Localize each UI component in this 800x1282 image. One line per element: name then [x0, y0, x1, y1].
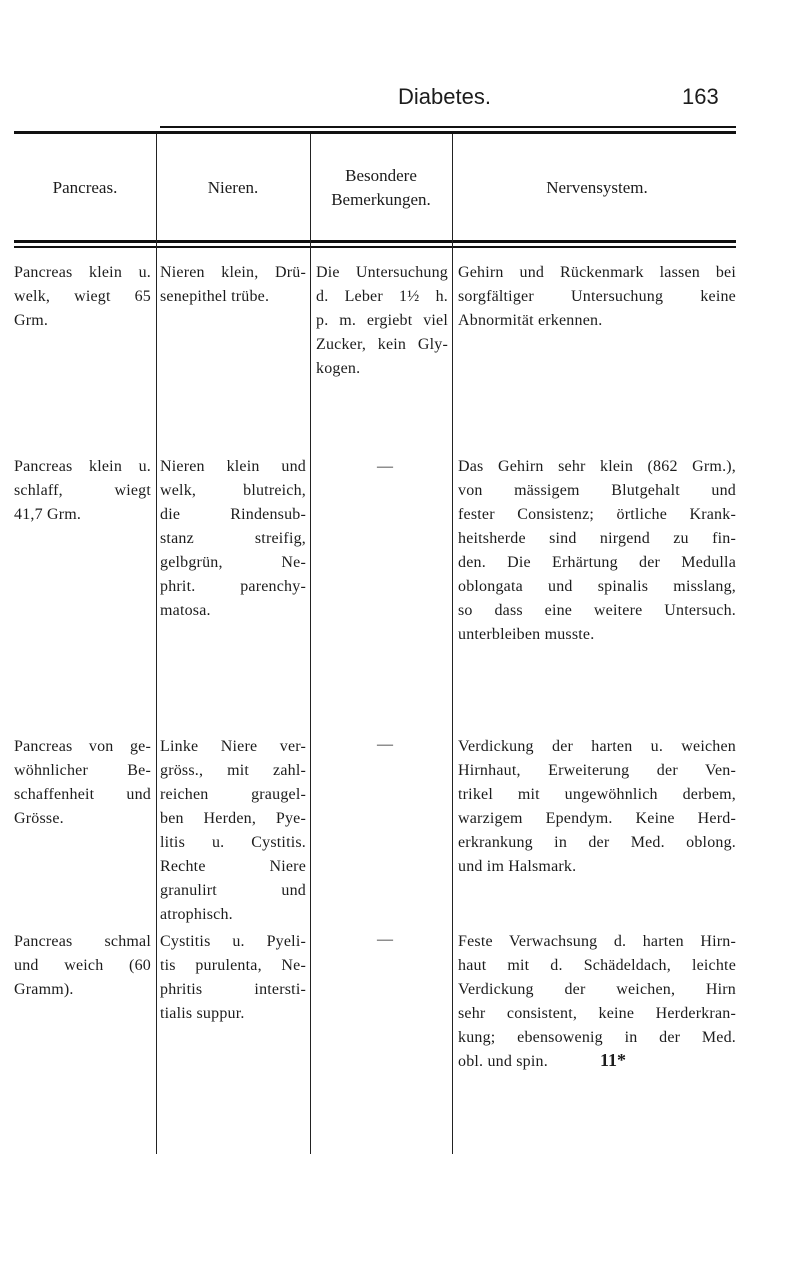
text-line: Nieren klein, Drü-	[160, 264, 306, 281]
signature-mark: 11*	[600, 1050, 627, 1070]
text-line: fester Consistenz; örtliche Krank-	[458, 506, 736, 523]
text-line: stanz streifig,	[160, 530, 306, 547]
text-line: Das Gehirn sehr klein (862 Grm.),	[458, 458, 736, 475]
text-line: sorgfältiger Untersuchung keine	[458, 288, 736, 305]
text-line: 41,7 Grm.	[14, 506, 82, 523]
text-line: reichen graugel-	[160, 786, 306, 803]
row4-bemerkungen-dash: —	[377, 931, 393, 948]
page-number: 163	[682, 84, 719, 109]
row2-pancreas	[14, 455, 151, 527]
text-line: und im Halsmark.	[458, 858, 577, 875]
header-rule-thick	[14, 240, 736, 243]
text-line: Pancreas klein u.	[14, 264, 151, 281]
text-line: haut mit d. Schädeldach, leichte	[458, 957, 736, 974]
text-line: Zucker, kein Gly-	[316, 336, 448, 353]
text-line: gelbgrün, Ne-	[160, 554, 306, 571]
text-line: Gramm).	[14, 981, 74, 998]
text-line: Abnormität erkennen.	[458, 312, 603, 329]
row1-pancreas	[14, 261, 151, 333]
text-line: d. Leber 1½ h.	[316, 288, 448, 305]
text-line: warzigem Ependym. Keine Herd-	[458, 810, 736, 827]
column-header-pancreas: Pancreas.	[52, 178, 118, 197]
text-line: obl. und spin.	[458, 1053, 548, 1070]
text-line: Pancreas klein u.	[14, 458, 151, 475]
column-header-bemerkungen: Besondere Bemerkungen.	[331, 166, 431, 209]
text-line: den. Die Erhärtung der Medulla	[458, 554, 736, 571]
column-header-nervensystem: Nervensystem.	[546, 178, 648, 197]
text-line: welk, blutreich,	[160, 482, 306, 499]
top-rule-thick	[14, 131, 736, 134]
column-header-nieren: Nieren.	[207, 178, 259, 197]
row2-nervensystem	[458, 455, 736, 647]
text-line: Verdickung der harten u. weichen	[458, 738, 736, 755]
text-line: kung; ebensowenig in der Med.	[458, 1029, 736, 1046]
text-line: unterbleiben musste.	[458, 626, 595, 643]
text-line: trikel mit ungewöhnlich derbem,	[458, 786, 736, 803]
text-line: erkrankung in der Med. oblong.	[458, 834, 736, 851]
text-line: gröss., mit zahl-	[160, 762, 306, 779]
col-divider-1	[156, 134, 157, 1154]
text-line: tialis suppur.	[160, 1005, 245, 1022]
row1-nervensystem	[458, 261, 736, 333]
text-line: tis purulenta, Ne-	[160, 957, 306, 974]
text-line: wöhnlicher Be-	[14, 762, 151, 779]
text-line: granulirt und	[160, 882, 306, 899]
text-line: Grösse.	[14, 810, 64, 827]
running-head: Diabetes.	[398, 84, 491, 109]
text-line: schaffenheit und	[14, 786, 151, 803]
row2-bemerkungen-dash: —	[377, 458, 393, 475]
row4-pancreas	[14, 930, 151, 1002]
col-divider-2	[310, 134, 311, 1154]
text-line: heitsherde sind nirgend zu fin-	[458, 530, 736, 547]
text-line: atrophisch.	[160, 906, 233, 923]
text-line: von mässigem Blutgehalt und	[458, 482, 736, 499]
text-line: Hirnhaut, Erweiterung der Ven-	[458, 762, 736, 779]
row3-pancreas	[14, 735, 151, 831]
text-line: welk, wiegt 65	[14, 288, 151, 305]
text-line: kogen.	[316, 360, 361, 377]
row3-nervensystem	[458, 735, 736, 879]
text-line: Linke Niere ver-	[160, 738, 306, 755]
text-line: Verdickung der weichen, Hirn	[458, 981, 736, 998]
header-rule-thin	[14, 246, 736, 248]
text-line: phrit. parenchy-	[160, 578, 306, 595]
text-line: Die Untersuchung	[316, 264, 448, 281]
text-line: Grm.	[14, 312, 49, 329]
text-line: Rechte Niere	[160, 858, 306, 875]
text-line: litis u. Cystitis.	[160, 834, 306, 851]
text-line: so dass eine weitere Untersuch.	[458, 602, 736, 619]
text-line: sehr consistent, keine Herderkran-	[458, 1005, 736, 1022]
text-line: ben Herden, Pye-	[160, 810, 306, 827]
text-line: oblongata und spinalis misslang,	[458, 578, 736, 595]
text-line: und weich (60	[14, 957, 151, 974]
row1-nieren	[160, 261, 306, 309]
top-rule-thin	[160, 126, 736, 128]
row1-bemerkungen	[316, 261, 448, 381]
text-line: Nieren klein und	[160, 458, 306, 475]
row3-nieren	[160, 735, 306, 927]
row2-nieren	[160, 455, 306, 623]
text-line: p. m. ergiebt viel	[316, 312, 448, 329]
text-line: Pancreas von ge-	[14, 738, 151, 755]
row3-bemerkungen-dash: —	[377, 736, 393, 753]
row4-nervensystem	[458, 930, 736, 1074]
text-line: Feste Verwachsung d. harten Hirn-	[458, 933, 736, 950]
col-divider-3	[452, 134, 453, 1154]
text-line: Gehirn und Rückenmark lassen bei	[458, 264, 736, 281]
text-line: schlaff, wiegt	[14, 482, 151, 499]
text-line: Cystitis u. Pyeli-	[160, 933, 306, 950]
row4-nieren	[160, 930, 306, 1026]
text-line: Pancreas schmal	[14, 933, 151, 950]
text-line: die Rindensub-	[160, 506, 306, 523]
text-line: senepithel trübe.	[160, 288, 270, 305]
text-line: matosa.	[160, 602, 211, 619]
text-line: phritis intersti-	[160, 981, 306, 998]
